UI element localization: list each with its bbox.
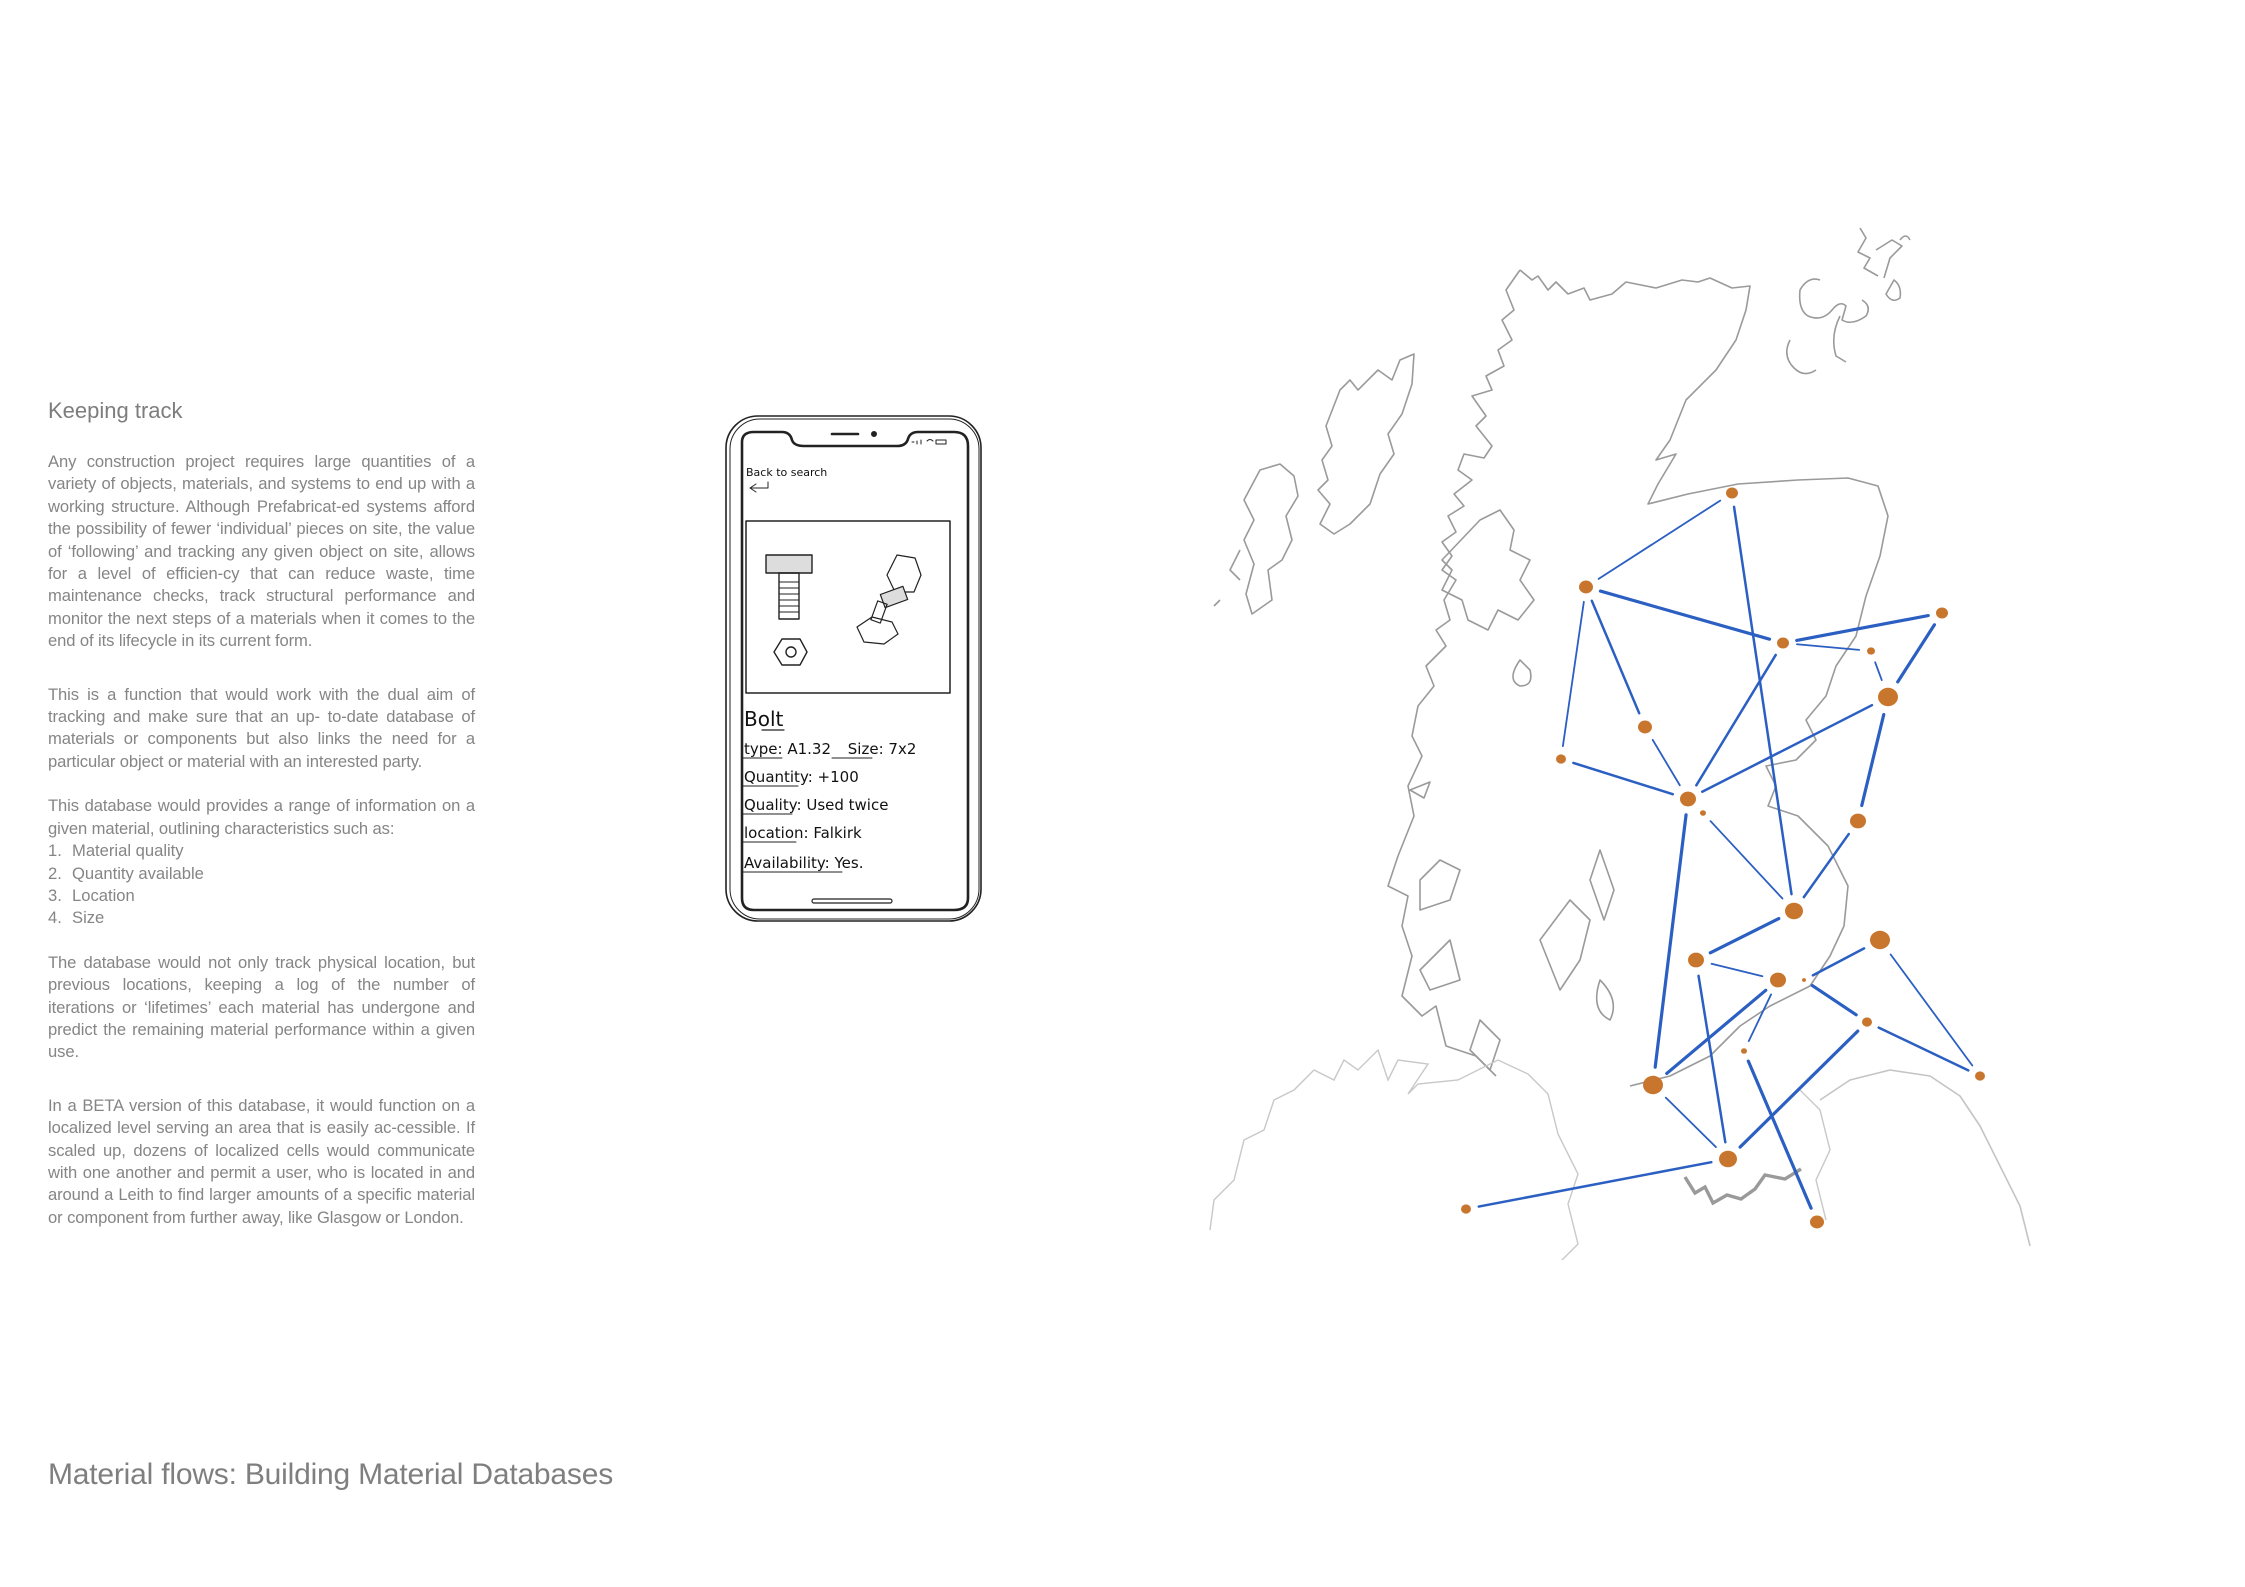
network-link [1712,964,1763,976]
network-node [1878,688,1898,706]
network-link [1891,955,1973,1066]
network-node [1643,1076,1663,1094]
list-label: Location [72,885,135,905]
assembled-bolt-sketch [887,555,921,592]
network-link [1797,616,1928,641]
paragraph-characteristics-intro: This database would provides a range of information on a given material, outlining characteristics such as: [48,796,475,838]
network-node [1802,978,1806,982]
field-type: type: A1.32 Size: 7x2 [744,740,917,758]
field-availability: Availability: Yes. [744,854,864,872]
network-node [1579,581,1593,594]
network-node [1867,647,1875,654]
list-number: 1. [48,841,62,861]
list-number: 2. [48,863,62,883]
list-number: 3. [48,885,62,905]
list-label: Quantity available [72,863,204,883]
item-name: Bolt [744,707,784,731]
network-link [1898,625,1935,682]
back-to-search-link: Back to search [746,466,828,479]
camera-dot [872,432,877,437]
network-link [1667,990,1766,1073]
network-link [1600,591,1769,639]
paragraph-location-log: The database would not only track physical location, but previous locations, keeping a log of the number of iterations or ‘lifetimes’ each material has undergone and predict the remaining material performance within a given use. [48,952,475,1062]
network-node [1870,931,1890,949]
network-node [1719,1151,1737,1168]
network-links [1479,501,1973,1209]
network-node [1850,814,1866,829]
paragraph-intro: Any construction project requires large quantities of a variety of objects, materials, and systems to end up with a working structure. Although Prefabricat-ed systems afford the possibility of fewer ‘individual’ pieces on site, the value of ‘following’ and tracking any given object on site, allows for a level of efficien-cy that can reduce waste, time maintenance checks, track structural performance and monitor the next steps of a materials when it comes to the end of its lifecycle in its current form. [48,452,475,651]
item-image-frame [746,521,950,693]
network-link [1599,501,1721,579]
phone-outer-frame [726,416,981,921]
network-link [1655,815,1686,1067]
field-location: location: Falkirk [744,824,862,842]
network-node [1936,607,1948,618]
paragraph-beta-version: In a BETA version of this database, it would function on a localized level serving an area that is easily ac-cessible. If scaled up, dozens of localized cells would communicate with one another and permit a user, who is located in and around a Leith to find larger amounts of a specific material or component from further away, like Glasgow or London. [48,1095,475,1227]
solway-firth-coast [1685,1169,1801,1203]
list-item [48,885,475,907]
network-nodes [1461,487,1985,1228]
network-node [1741,1048,1747,1054]
network-node [1777,637,1789,648]
home-indicator [812,899,892,903]
section-title: Keeping track [48,398,183,423]
network-node [1461,1204,1471,1213]
network-link [1696,655,1775,785]
network-node [1810,1216,1824,1229]
network-node [1700,810,1706,816]
network-link [1710,821,1782,898]
bolt-head-sketch [766,555,812,573]
network-link [1734,507,1791,894]
network-node [1680,792,1696,807]
network-node [1975,1071,1985,1080]
scotland-network-map [1200,220,2200,1260]
coastline [1214,228,2030,1246]
field-quantity: Quantity: +100 [744,768,859,786]
field-quality: Quality: Used twice [744,796,889,814]
characteristics-list [48,840,475,930]
paragraph-function: This is a function that would work with the dual aim of tracking and make sure that an up- to-date database of materials or components but also links the need for a particular object or material with an interested party. [48,684,475,771]
page-title: Material flows: Building Material Databases [48,1458,613,1491]
list-item [48,907,475,929]
network-link [1813,948,1864,975]
phone-sketch [722,412,987,927]
nut-sketch [774,639,807,665]
network-link [1479,1162,1712,1206]
list-item [48,840,475,862]
network-link [1710,919,1778,953]
ireland-coastline [1210,1050,1830,1260]
list-label: Material quality [72,841,184,861]
network-link [1573,763,1672,794]
network-node [1688,953,1704,968]
network-link [1812,986,1856,1015]
network-link [1740,1031,1858,1147]
network-node [1862,1017,1872,1026]
network-link [1592,601,1639,713]
back-arrow-icon [750,482,768,492]
network-link [1879,1028,1969,1071]
network-node [1770,973,1786,988]
network-link [1875,662,1882,680]
network-node [1638,721,1652,734]
network-link [1862,714,1884,805]
network-node [1556,754,1566,763]
list-label: Size [72,908,105,928]
network-node [1726,487,1738,498]
description-column [48,398,475,1229]
network-link [1563,602,1584,746]
network-link [1653,740,1680,785]
network-node [1785,903,1803,920]
list-number: 4. [48,908,62,928]
network-link [1666,1098,1716,1147]
list-item [48,863,475,885]
network-link [1702,705,1872,792]
